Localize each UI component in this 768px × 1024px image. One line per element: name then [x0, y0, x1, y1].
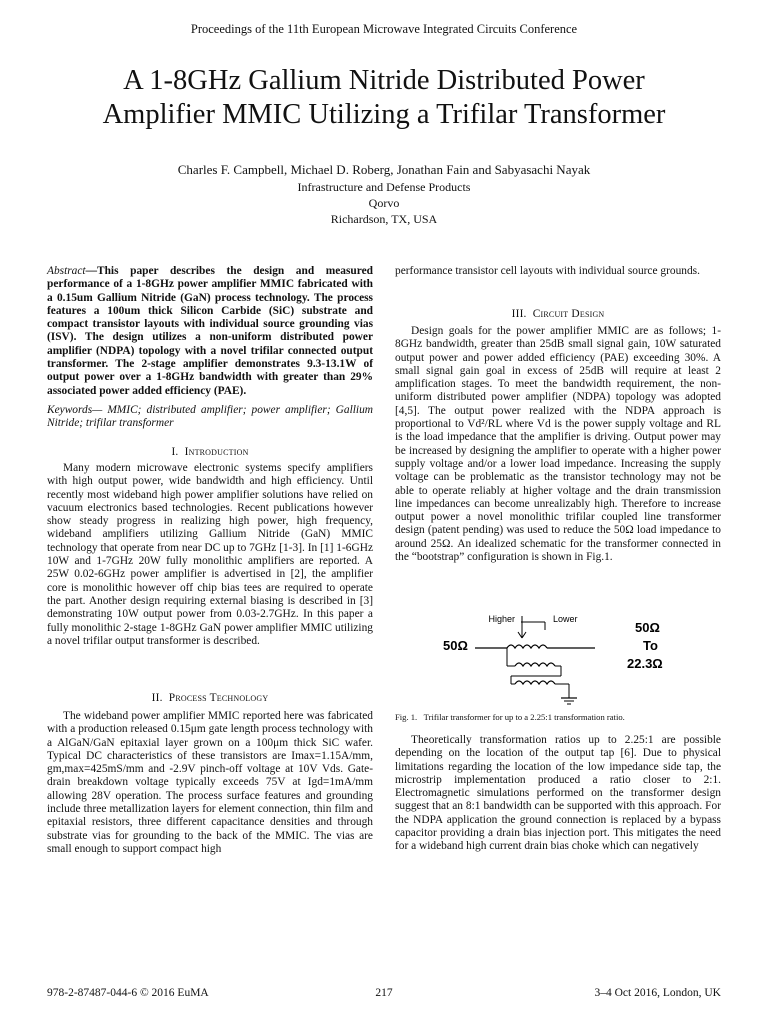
section-heading-process: [47, 692, 373, 704]
footer-isbn: 978-2-87487-044-6 © 2016 EuMA: [47, 987, 209, 999]
section-heading-circuit: [395, 308, 721, 320]
section-title: Introduction: [184, 446, 249, 458]
circuit-text-2: Theoretically transformation ratios up to 2.25:1 are possible depending on the location of the output tap [6]. Due to physical limitations regarding the location of the low impedance side tap, the microstrip implementation produced a ratio closer to 2:1. Electromagnetic simulations performed on the transformer design suggest that an 8:1 bandwidth can be supported with this approach. For the NDPA application the ground connection is replaced by a bypass capacitor providing a drain bias injection port. This mitigates the need for a wideband high current drain bias choke which can negatively: [395, 734, 721, 853]
figure-caption-label: Fig. 1.: [395, 712, 418, 722]
circuit-paragraph: [395, 325, 721, 564]
footer-date-location: 3–4 Oct 2016, London, UK: [594, 987, 721, 999]
conference-header: Proceedings of the 11th European Microwave Integrated Circuits Conference: [190, 22, 578, 36]
section-number: I.: [171, 446, 179, 458]
affiliation-dept: Infrastructure and Defense Products: [297, 180, 471, 194]
figure-caption-text: Trifilar transformer for up to a 2.25:1 transformation ratio.: [423, 712, 625, 722]
section-number: II.: [151, 692, 163, 704]
paper-title: [0, 64, 768, 132]
circuit-paragraph-2: [395, 734, 721, 854]
keywords: Keywords— MMIC; distributed amplifier; power amplifier; Gallium Nitride; trifilar transformer: [47, 404, 373, 430]
abstract: Abstract—This paper describes the design and measured performance of a 1-8GHz power amplifier MMIC fabricated with a 0.15um Gallium Nitride (GaN) process technology. The process features a 100um thick Silicon Carbide (SiC) substrate and compact transistor layouts with individual source grounding vias (ISV). The design utilizes a non-uniform distributed power amplifier (NDPA) topology with a novel trifilar connected output transformer. The 2-stage amplifier demonstrates 9.3-13.1W of output power over a 1-8GHz bandwidth with greater than 29% associated power added efficiency (PAE).: [47, 265, 373, 397]
figure-1: [395, 608, 721, 708]
output-to-label: To: [643, 638, 658, 653]
section-title: Process Technology: [168, 692, 269, 704]
output-target-impedance-label: 22.3Ω: [627, 656, 663, 671]
abstract-lead: Abstract: [47, 265, 86, 277]
title-line-1: A 1-8GHz Gallium Nitride Distributed Power: [123, 65, 645, 96]
section-title: Circuit Design: [532, 308, 605, 320]
section-number: III.: [511, 308, 527, 320]
section-heading-introduction: [47, 446, 373, 458]
process-paragraph: [47, 710, 373, 856]
title-line-2: Amplifier MMIC Utilizing a Trifilar Transformer: [102, 99, 666, 130]
tap-higher-label: Higher: [488, 614, 515, 624]
abstract-body: This paper describes the design and measured performance of a 1-8GHz power amplifier MMIC fabricated with a 0.15um Gallium Nitride (GaN) process technology. The process features a 100um thick Silicon Carbide (SiC) substrate and compact transistor layouts with individual source grounding vias (ISV). The design utilizes a non-uniform distributed power amplifier (NDPA) topology with a novel trifilar connected output transformer. The 2-stage amplifier demonstrates 9.3-13.1W of output power over a 1-8GHz bandwidth with greater than 29% associated power added efficiency (PAE).: [47, 265, 373, 397]
tap-lower-label: Lower: [553, 614, 578, 624]
introduction-text: Many modern microwave electronic systems specify amplifiers with high output power, wide bandwidth and high efficiency. Until recently most wideband high power amplifier solutions have relied on vacuum electronics based technologies. Recent publications however show steady progress in realizing high power, high frequency, wideband amplifiers utilizing Gallium Nitride (GaN) MMIC technology that operate from near DC up to 7GHz [1-3]. In [1] 1-6GHz 10W and 1-7GHz 20W fully monolithic amplifiers are reported. A 25W 0.02-6GHz power amplifier is advertised in [2], the amplifier core is monolithic however off chip bias tees are required to operate the part. Another design requiring external biasing is described in [3] demonstrating 10W output power from 0.03-2.7GHz. In this paper a fully monolithic 2-stage 1-8GHz GaN power amplifier MMIC utilizing a novel trifilar output transformer is described.: [47, 462, 373, 647]
process-text: The wideband power amplifier MMIC reported here was fabricated with a production released 0.15μm gate length process technology with a AlGaN/GaN epitaxial layer grown on a 100μm thick SiC wafer. Typical DC characteristics of these transistors are Imax=1.15A/mm, gm,max=425mS/mm and -2.9V pinch-off voltage at 10V Vds. Gate-drain breakdown voltage typically exceeds 75V at Igd=1mA/mm allowing 28V operation. The process surface features and grounding include three metallization layers for element connection, thin film and epitaxial resistors, three different capacitance densities and through substrate vias for grounding to the back of the MMIC. The vias are small enough to support compact high: [47, 710, 373, 855]
introduction-paragraph: [47, 462, 373, 648]
footer-page-number: 217: [375, 987, 393, 999]
affiliation-company: Qorvo: [368, 196, 400, 210]
affiliation-location: Richardson, TX, USA: [330, 212, 438, 226]
process-continuation: performance transistor cell layouts with individual source grounds.: [395, 265, 700, 277]
input-impedance-label: 50Ω: [443, 638, 468, 653]
trifilar-transformer-schematic: [395, 608, 721, 708]
figure-caption: [395, 712, 721, 722]
circuit-text: Design goals for the power amplifier MMIC are as follows; 1-8GHz bandwidth, greater than 25dB small signal gain, 10W saturated output power and power added efficiency (PAE) exceeding 30%. A small signal gain goal in excess of 25dB will require at least 2 amplification stages. To meet the bandwidth requirement, the non-uniform distributed power amplifier (NDPA) topology was adopted [4,5]. The output power realized with the NDPA approach is proportional to Vd²/RL where Vd is the power supply voltage and RL is the load impedance that the amplifier is driving. Output power may be increased by designing the amplifier to operate with a higher power supply voltage and/or a lower load impedance. Increasing the supply voltage can be problematic as the transistor technology may not be able to operate reliably at higher voltage and the drain transmission line impedances can become unrealizably high. Therefore to increase output power a novel monolithic trifilar coupled line transformer design (patent pending) was used to reduce the 50Ω load impedance to around 25Ω. An idealized schematic for the transformer connected in the “bootstrap” configuration is shown in Fig.1.: [395, 325, 721, 564]
authors: Charles F. Campbell, Michael D. Roberg, Jonathan Fain and Sabyasachi Nayak: [177, 162, 591, 177]
output-impedance-label: 50Ω: [635, 620, 660, 635]
